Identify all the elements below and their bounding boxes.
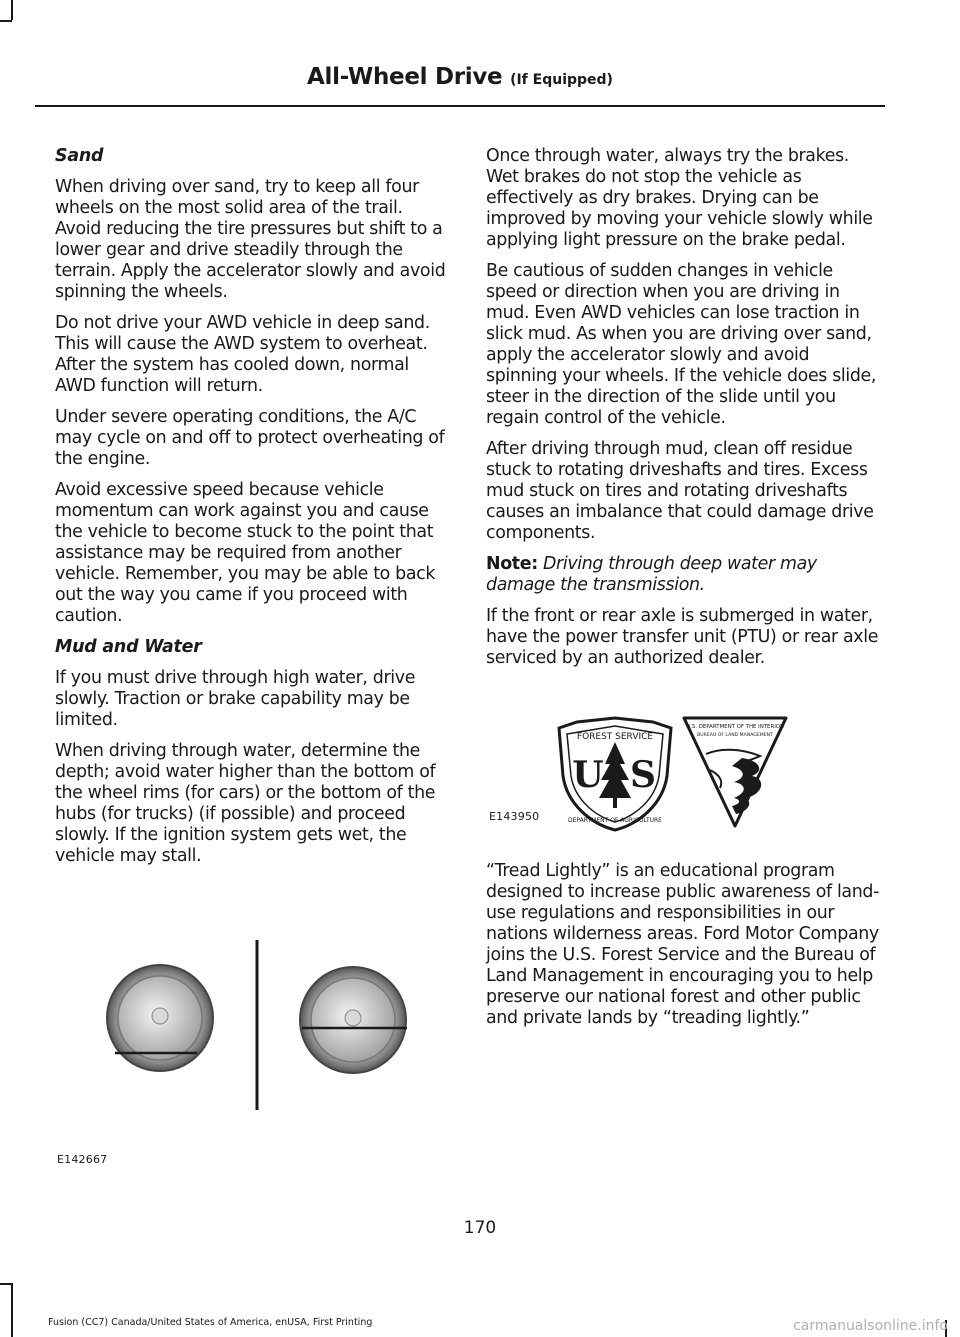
- page-title-subtitle: (If Equipped): [510, 72, 613, 88]
- forest-service-letter-s: S: [630, 754, 656, 796]
- blm-sub-text: BUREAU OF LAND MANAGEMENT: [697, 733, 773, 738]
- page-number: 170: [463, 1218, 497, 1238]
- crop-mark: [11, 0, 13, 20]
- header-divider: [35, 105, 885, 107]
- crop-mark: [11, 1283, 13, 1337]
- watermark: carmanualsonline.info: [793, 1318, 948, 1334]
- mud-caution-paragraph: Be cautious of sudden changes in vehicle speed or direction when you are driving in mud. Even AWD vehicles can lose traction in slick mud. As when you are driving over sand, apply the accelerator slowly and avoid spinning your wheels. If the vehicle does slide, steer in the direction of the slide until you regain control of the vehicle.: [486, 261, 877, 428]
- forest-service-bottom-text: DEPARTMENT OF AGRICULTURE: [568, 817, 662, 824]
- sand-paragraph: Avoid excessive speed because vehicle momentum can work against you and cause the vehicle to become stuck to the point that assistance may be required from another vehicle. Remember, you may be able to back out the way you came if you proceed with caution.: [55, 480, 436, 626]
- tread-lightly-block: [486, 861, 881, 1039]
- sand-paragraph: Under severe operating conditions, the A/C may cycle on and off to protect overheating of the engine.: [55, 407, 445, 469]
- figure-label: E142667: [57, 1153, 108, 1166]
- page-title: [35, 64, 885, 90]
- sand-paragraph: Do not drive your AWD vehicle in deep sand. This will cause the AWD system to overheat. After the system has cooled down, normal AWD function will return.: [55, 313, 430, 396]
- publication-info: Fusion (CC7) Canada/United States of America, enUSA, First Printing: [48, 1317, 373, 1328]
- mud-water-heading: Mud and Water: [55, 637, 202, 657]
- forest-service-letter-u: U: [572, 754, 604, 796]
- sand-heading: Sand: [55, 146, 104, 166]
- blm-logo: [680, 714, 790, 832]
- brakes-paragraph: Once through water, always try the brakes. Wet brakes do not stop the vehicle as effectively as dry brakes. Drying can be improved by moving your vehicle slowly while applying light pressure on the brake pedal.: [486, 146, 873, 250]
- mud-water-paragraph: When driving through water, determine the depth; avoid water higher than the bottom of the wheel rims (for cars) or the bottom of the hubs (for trucks) (if possible) and proceed slowly. If the ignition system gets wet, the vehicle may stall.: [55, 741, 436, 866]
- left-column: [55, 146, 447, 877]
- truck-wheel: [300, 967, 407, 1073]
- forest-service-logo: [555, 712, 675, 834]
- axle-paragraph: If the front or rear axle is submerged in water, have the power transfer unit (PTU) or rear axle serviced by an authorized dealer.: [486, 606, 879, 668]
- crop-mark: [0, 20, 12, 22]
- note-text: Driving through deep water may damage the transmission.: [486, 554, 817, 595]
- page-title-text: All-Wheel Drive: [307, 64, 503, 90]
- right-column: [486, 146, 881, 679]
- car-wheel: [107, 965, 213, 1071]
- note: [486, 554, 881, 596]
- residue-paragraph: After driving through mud, clean off residue stuck to rotating driveshafts and tires. Excess mud stuck on tires and rotating driveshafts causes an imbalance that could damage drive components.: [486, 439, 874, 543]
- mud-water-paragraph: If you must drive through high water, drive slowly. Traction or brake capability may be limited.: [55, 668, 416, 730]
- wheel-water-depth-illustration: [95, 938, 425, 1118]
- crop-mark: [0, 1283, 12, 1285]
- tread-lightly-paragraph: “Tread Lightly” is an educational program designed to increase public awareness of land-use regulations and responsibilities in our nations wilderness areas. Ford Motor Company joins the U.S. Forest Service and the Bureau of Land Management in encouraging you to help preserve our national forest and other public and private lands by “treading lightly.”: [486, 861, 880, 1028]
- forest-service-top-text: FOREST SERVICE: [576, 732, 654, 742]
- sand-paragraph: When driving over sand, try to keep all four wheels on the most solid area of the trail. Avoid reducing the tire pressures but shift to a lower gear and drive steadily through the terrain. Apply the accelerator slowly and avoid spinning the wheels.: [55, 177, 446, 302]
- note-label: Note:: [486, 554, 538, 574]
- figure-label: E143950: [489, 810, 540, 823]
- blm-top-text: U.S. DEPARTMENT OF THE INTERIOR: [686, 724, 784, 730]
